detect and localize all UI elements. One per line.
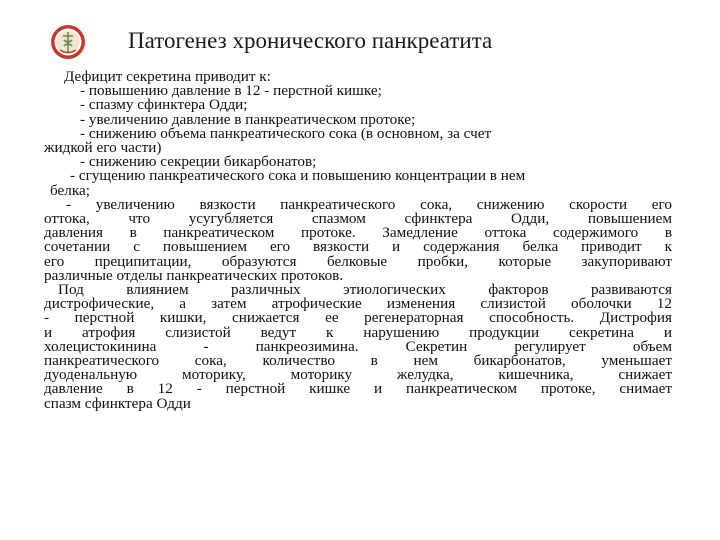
body-text <box>44 70 672 411</box>
text-line: - снижению объема панкреатического сока (в основном, за счет <box>80 124 492 142</box>
text-line: Под влиянием различных этиологических факторов развиваются <box>58 281 672 299</box>
text-line: его преципитации, образуются белковые пробки, которые закупоривают <box>44 252 672 270</box>
text-line: различные отделы панкреатических протоков. <box>44 266 344 284</box>
page-title: Патогенез хронического панкреатита <box>128 28 493 53</box>
text-line: спазм сфинктера Одди <box>44 394 191 412</box>
university-emblem-icon <box>50 24 86 60</box>
text-line: холецистокинина - панкреозимина. Секретин регулирует объем <box>44 337 672 355</box>
text-line: - увеличению давление в панкреатическом протоке; <box>80 110 416 128</box>
text-line: и атрофия слизистой ведут к нарушению продукции секретина и <box>44 323 672 341</box>
text-line: белка; <box>50 181 90 199</box>
text-line: давления в панкреатическом протоке. Замедление оттока содержимого в <box>44 224 672 242</box>
text-line: Дефицит секретина приводит к: <box>64 68 271 85</box>
text-line: - сгущению панкреатического сока и повышению концентрации в нем <box>70 167 526 185</box>
text-line: жидкой его части) <box>44 139 162 157</box>
text-line: дуоденальную моторику, моторику желудка, кишечника, снижает <box>44 366 672 384</box>
text-line: сочетании с повышением его вязкости и содержания белка приводит к <box>44 238 672 256</box>
text-line: оттока, что усугубляется спазмом сфинктера Одди, повышением <box>44 210 672 228</box>
text-line: - повышению давление в 12 - перстной кишке; <box>80 82 382 100</box>
text-line: давление в 12 - перстной кишке и панкреатическом протоке, снимает <box>44 380 672 398</box>
text-line: - увеличению вязкости панкреатического сока, снижению скорости его <box>66 195 672 213</box>
text-line: - перстной кишки, снижается ее регенераторная способность. Дистрофия <box>44 309 672 327</box>
text-line: - спазму сфинктера Одди; <box>80 96 248 114</box>
text-line: дистрофические, а затем атрофические изменения слизистой оболочки 12 <box>44 295 672 313</box>
text-line: - снижению секреции бикарбонатов; <box>80 153 317 171</box>
text-line: панкреатического сока, количество в нем бикарбонатов, уменьшает <box>44 352 672 370</box>
